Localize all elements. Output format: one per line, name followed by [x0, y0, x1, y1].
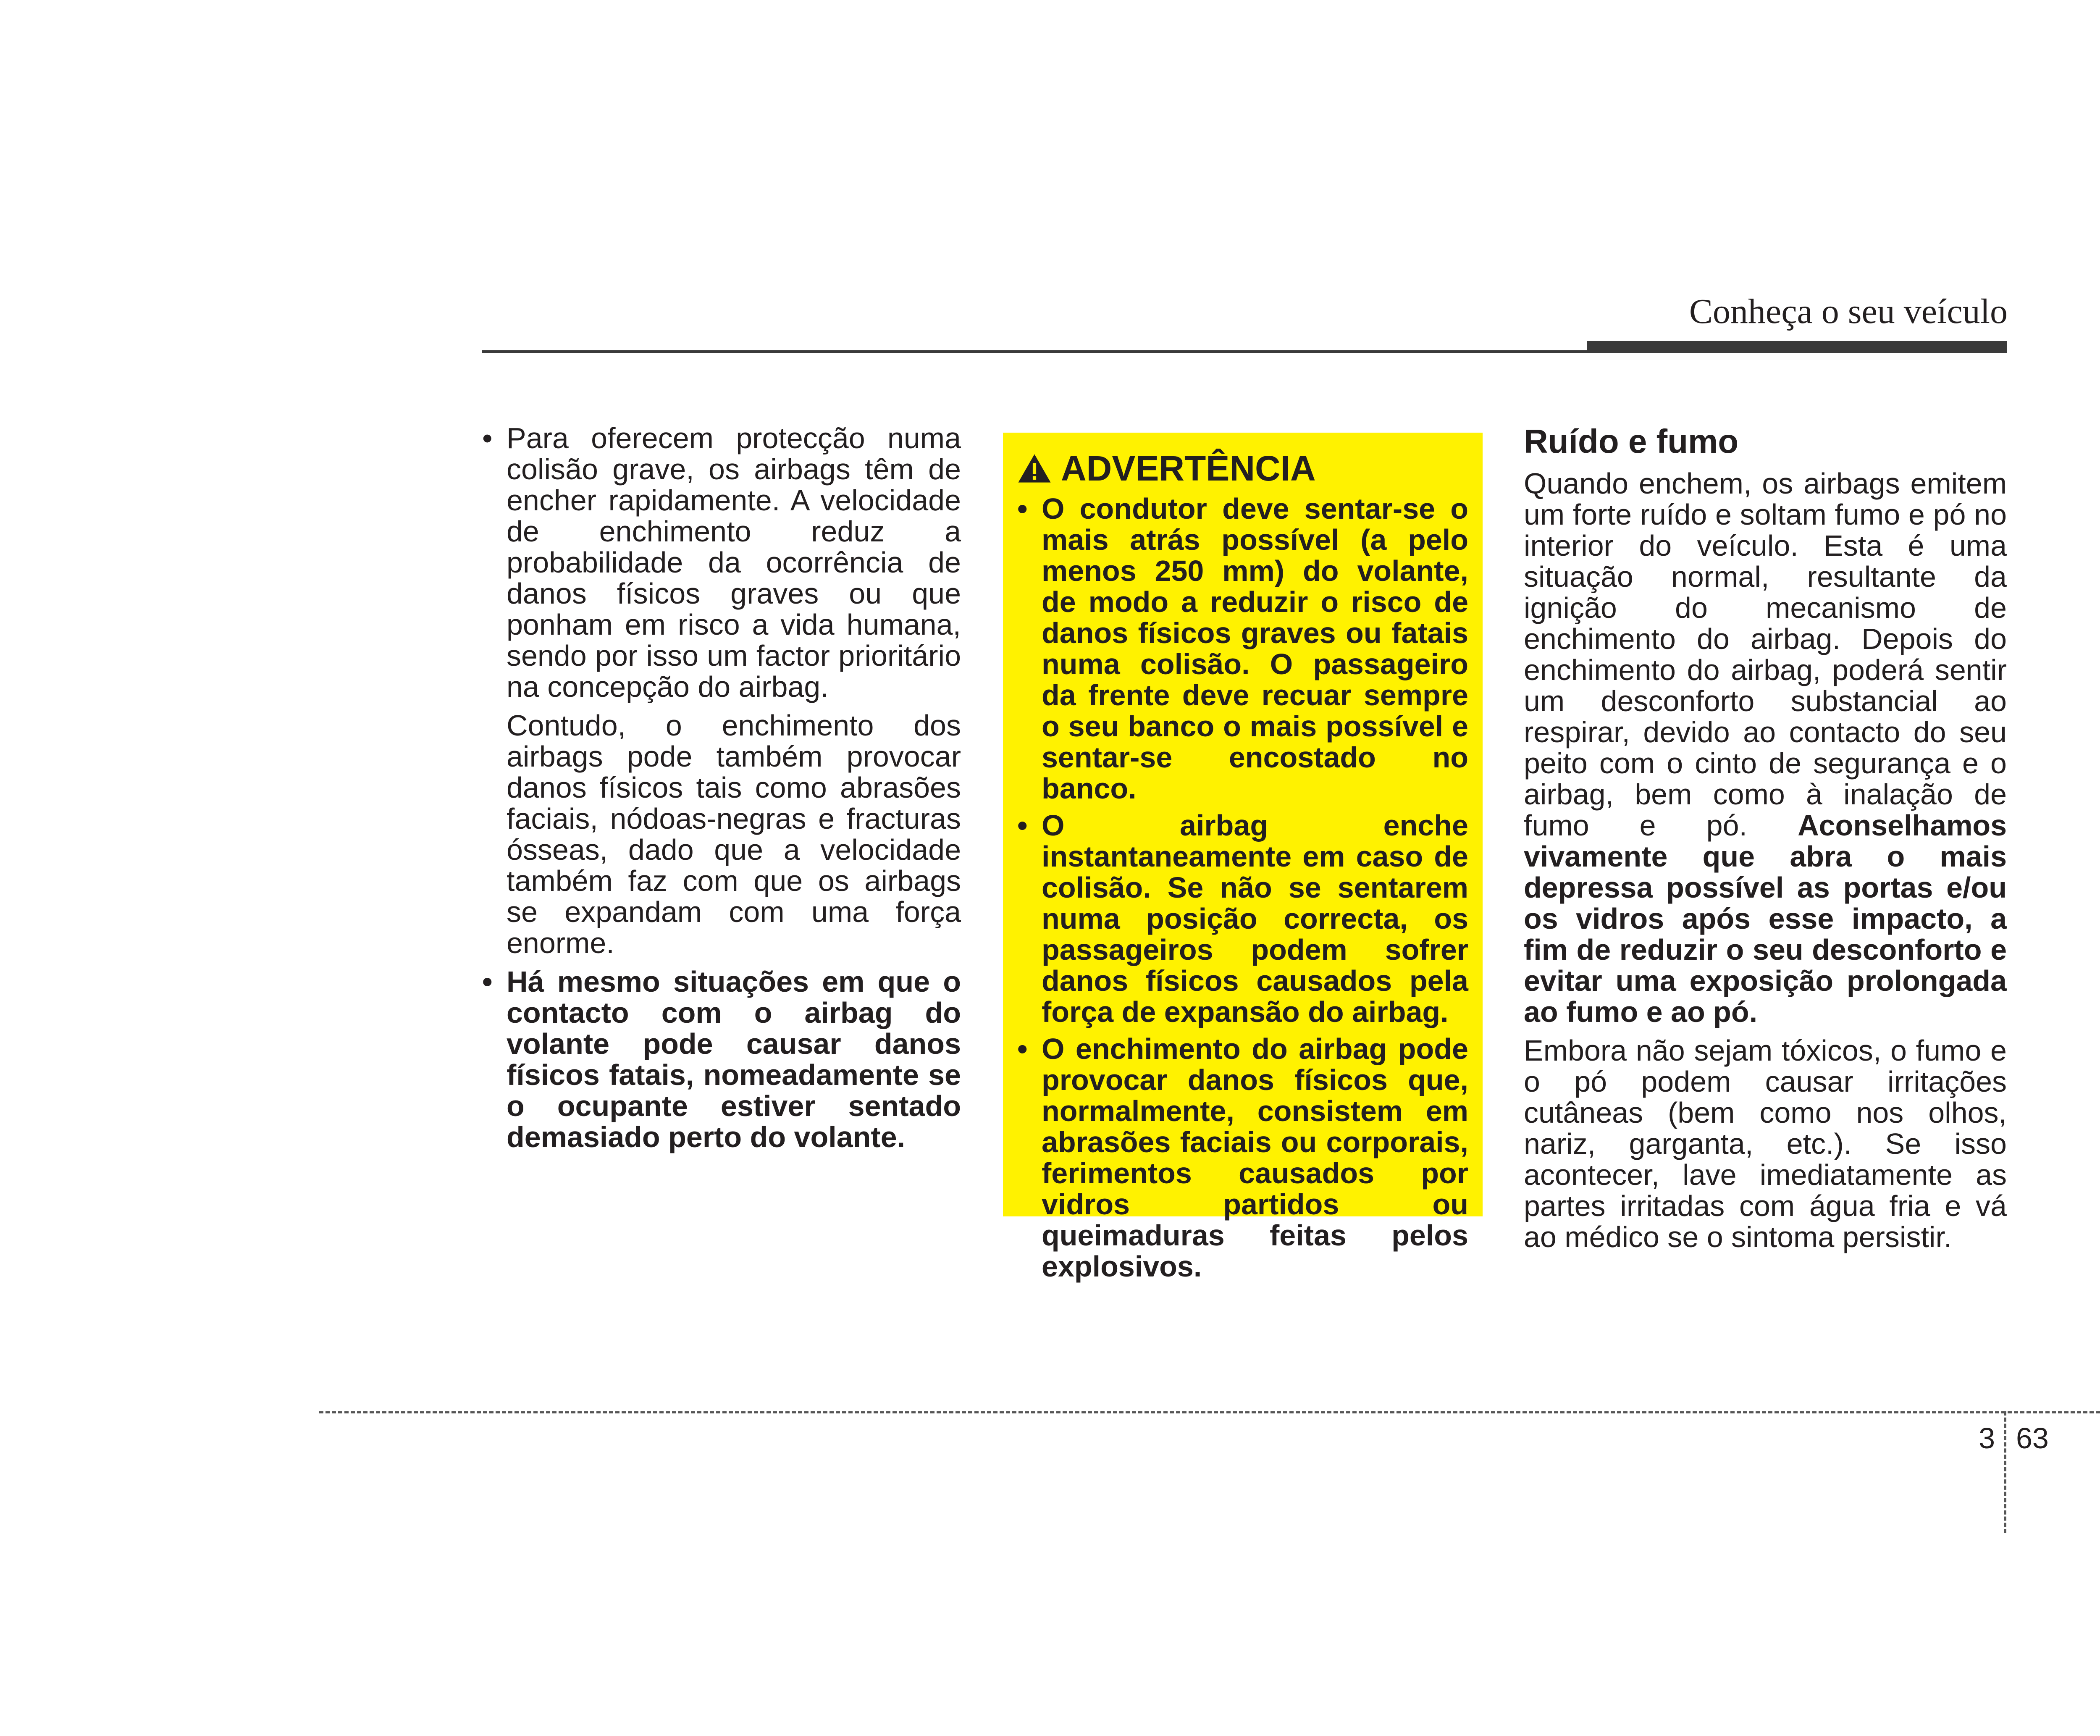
paragraph-text: Quando enchem, os airbags emitem um forte ruído e soltam fumo e pó no interior do veículo. Esta é uma situação normal, resultante da ignição do mecanismo de enchimento do airbag. Depois do enchimento do airbag, poderá sentir um desconforto substancial ao respirar, devido ao contacto do seu peito com o cinto de segurança e o airbag, bem como à inalação de fumo e pó. — [1524, 467, 2007, 842]
bullet-text: O condutor deve sentar-se o mais atrás possível (a pelo menos 250 mm) do volante, de modo a reduzir o risco de danos físicos graves ou fatais numa colisão. O passageiro da frente deve recuar sempre o seu banco o mais possível e sentar-se encostado no banco. — [1042, 492, 1468, 805]
warning-list — [1017, 493, 1468, 1282]
running-header-title: Conheça o seu veículo — [1689, 292, 2008, 331]
paragraph-emphasis: Aconselhamos vivamente que abra o mais depressa possível as portas e/ou os vidros após esse impacto, a fim de reduzir o seu desconforto e evitar uma exposição prolongada ao fumo e ao pó. — [1524, 809, 2007, 1028]
warning-triangle-icon — [1017, 453, 1052, 484]
section-heading: Ruído e fumo — [1524, 423, 1739, 460]
header-rule — [482, 350, 2007, 353]
bullet-text: Há mesmo situações em que o contacto com o airbag do volante pode causar danos físicos fatais, nomeadamente se o ocupante estiver sentado demasiado perto do volante. — [507, 965, 961, 1153]
bullet-marker: • — [482, 965, 493, 998]
warning-box — [1003, 433, 1483, 1283]
bullet-marker: • — [482, 422, 493, 454]
paragraph — [1524, 468, 2007, 1027]
list-item — [1017, 810, 1468, 1027]
list-item — [1017, 1033, 1468, 1282]
bullet-text: Para oferecem protecção numa colisão grave, os airbags têm de encher rapidamente. A velocidade de enchimento reduz a probabilidade da ocorrência de danos físicos graves ou que ponham em risco a vida humana, sendo por isso um factor prioritário na concepção do airbag. — [507, 422, 961, 703]
bullet-text: O airbag enche instantaneamente em caso de colisão. Se não se sentarem numa posição correcta, os passageiros podem sofrer danos físicos causados pela força de expansão do airbag. — [1042, 809, 1468, 1028]
bullet-marker: • — [1017, 1032, 1028, 1065]
bullet-marker: • — [1017, 492, 1028, 525]
right-column — [1524, 423, 2007, 1260]
section-number: 3 — [1979, 1422, 1995, 1455]
footer-rule — [319, 1411, 2100, 1413]
page-number: 63 — [2016, 1422, 2049, 1455]
warning-title: ADVERTÊNCIA — [1061, 449, 1316, 488]
footer-divider — [2004, 1411, 2006, 1533]
list-item — [482, 423, 961, 702]
list-item — [482, 966, 961, 1153]
bullet-marker: • — [1017, 809, 1028, 842]
paragraph: Embora não sejam tóxicos, o fumo e o pó podem causar irritações cutâneas (bem como nos olhos, nariz, garganta, etc.). Se isso acontecer, lave imediatamente as partes irritadas com água fria e vá ao médico se o sintoma persistir. — [1524, 1034, 2007, 1253]
left-column — [482, 423, 961, 1160]
bullet-text: O enchimento do airbag pode provocar danos físicos que, normalmente, consistem em abrasões faciais ou corporais, ferimentos causados por vidros partidos ou queimaduras feitas pelos explosivos. — [1042, 1032, 1468, 1283]
paragraph: Contudo, o enchimento dos airbags pode também provocar danos físicos tais como abrasões faciais, nódoas-negras e fracturas ósseas, dado que a velocidade também faz com que os airbags se expandam com uma força enorme. — [507, 709, 961, 959]
list-item — [1017, 493, 1468, 804]
warning-heading — [1017, 449, 1468, 487]
